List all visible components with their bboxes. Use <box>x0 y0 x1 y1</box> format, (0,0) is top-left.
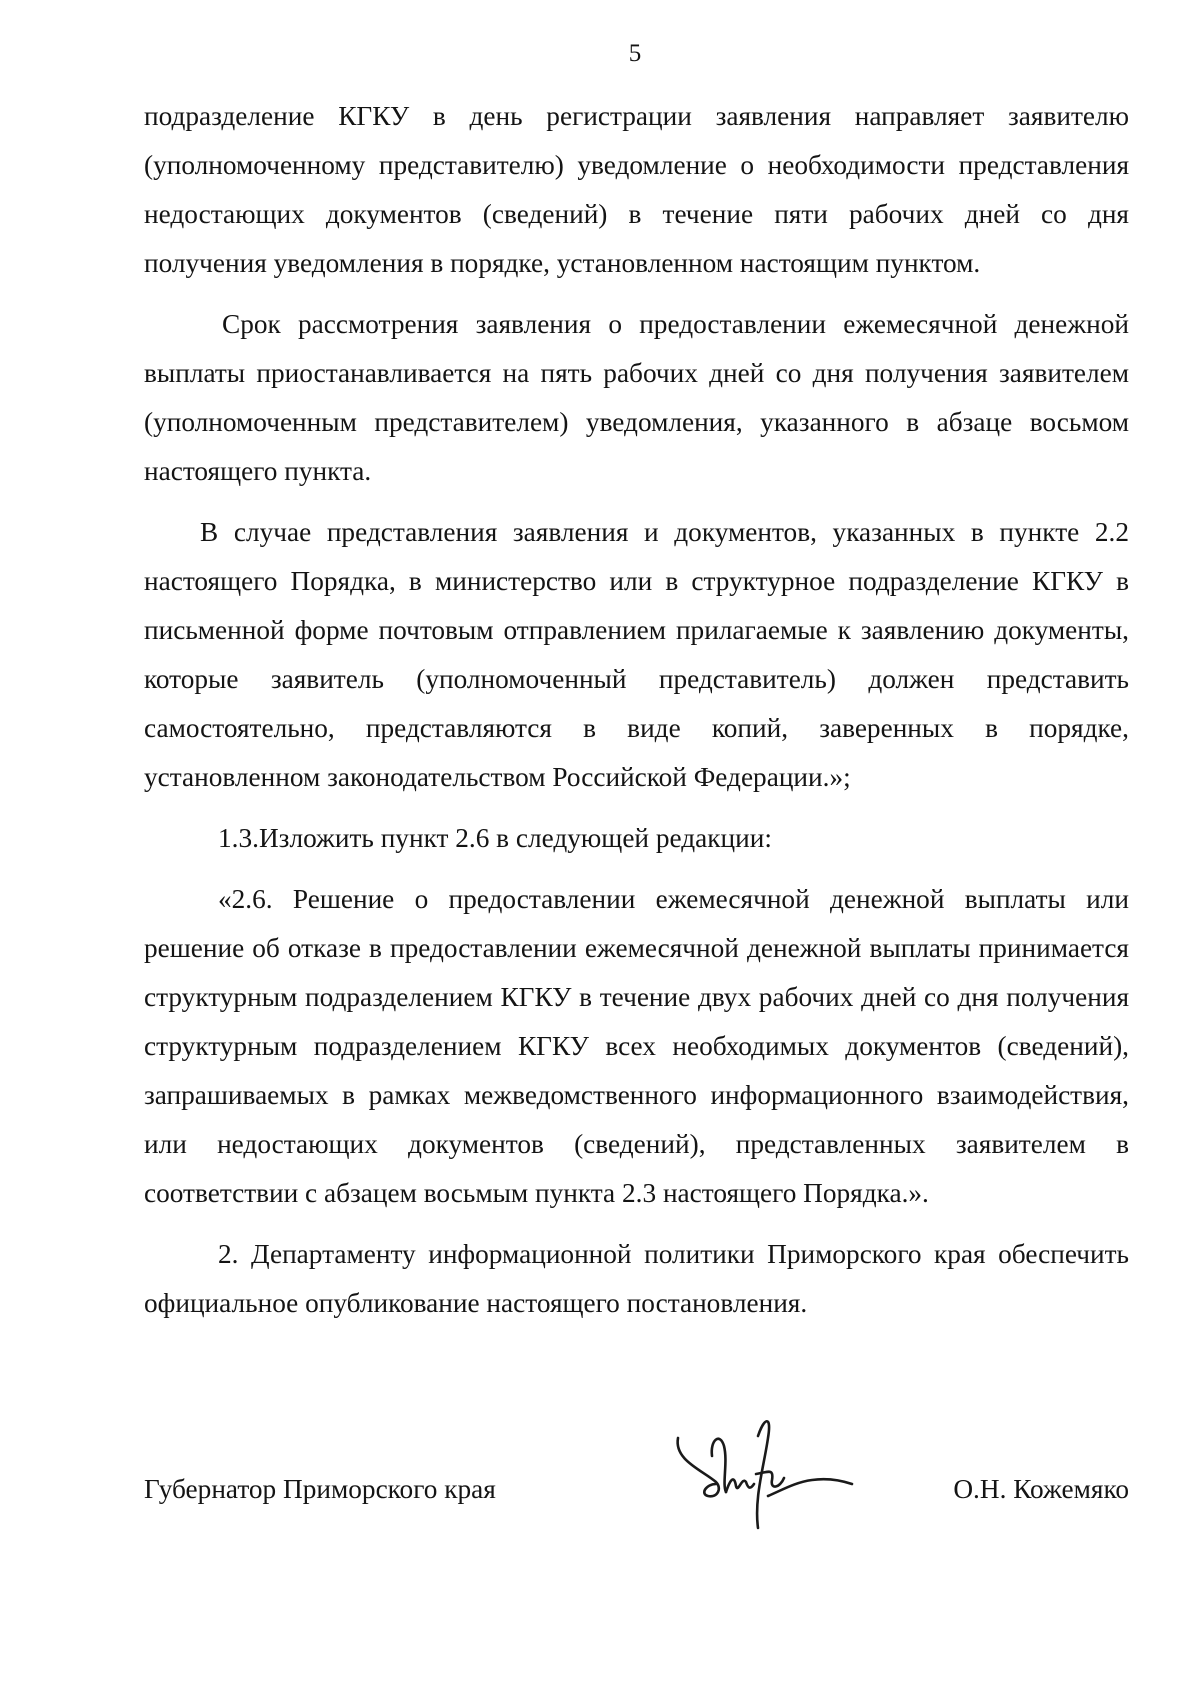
signatory-name: О.Н. Кожемяко <box>953 1474 1129 1504</box>
paragraph-postal-submission: В случае представления заявления и документов, указанных в пункте 2.2 настоящего Порядка, в министерство или в структурное подразделение КГКУ в письменной форме почтовым отправлением прилагаемые к заявлению документы, которые заявитель (уполномоченный представитель) должен представить самостоятельно, представляются в виде копий, заверенных в порядке, установленном законодательством Российской Федерации.»; <box>144 517 1129 792</box>
paragraph-amendment-1-3: 1.3.Изложить пункт 2.6 в следующей редакции: <box>218 823 772 853</box>
signatory-position: Губернатор Приморского края <box>144 1474 496 1504</box>
paragraph-clause-2-6: «2.6. Решение о предоставлении ежемесячной денежной выплаты или решение об отказе в предоставлении ежемесячной денежной выплаты принимается структурным подразделением КГКУ в течение двух рабочих дней со дня получения структурным подразделением КГКУ всех необходимых документов (сведений), запрашиваемых в рамках межведомственного информационного взаимодействия, или недостающих документов (сведений), представленных заявителем в соответствии с абзацем восьмым пункта 2.3 настоящего Порядка.». <box>144 884 1129 1208</box>
paragraph-continuation: подразделение КГКУ в день регистрации заявления направляет заявителю (уполномоченному представителю) уведомление о необходимости представления недостающих документов (сведений) в течение пяти рабочих дней со дня получения уведомления в порядке, установленном настоящим пунктом. <box>144 101 1129 278</box>
document-body <box>144 92 1129 1328</box>
page-number: 5 <box>628 40 642 67</box>
paragraph-review-period: Срок рассмотрения заявления о предоставлении ежемесячной денежной выплаты приостанавливается на пять рабочих дней со дня получения заявителем (уполномоченным представителем) уведомления, указанного в абзаце восьмом настоящего пункта. <box>144 309 1129 486</box>
signature-block <box>144 1474 1129 1534</box>
paragraph-publication: 2. Департаменту информационной политики Приморского края обеспечить официальное опубликование настоящего постановления. <box>144 1239 1129 1318</box>
